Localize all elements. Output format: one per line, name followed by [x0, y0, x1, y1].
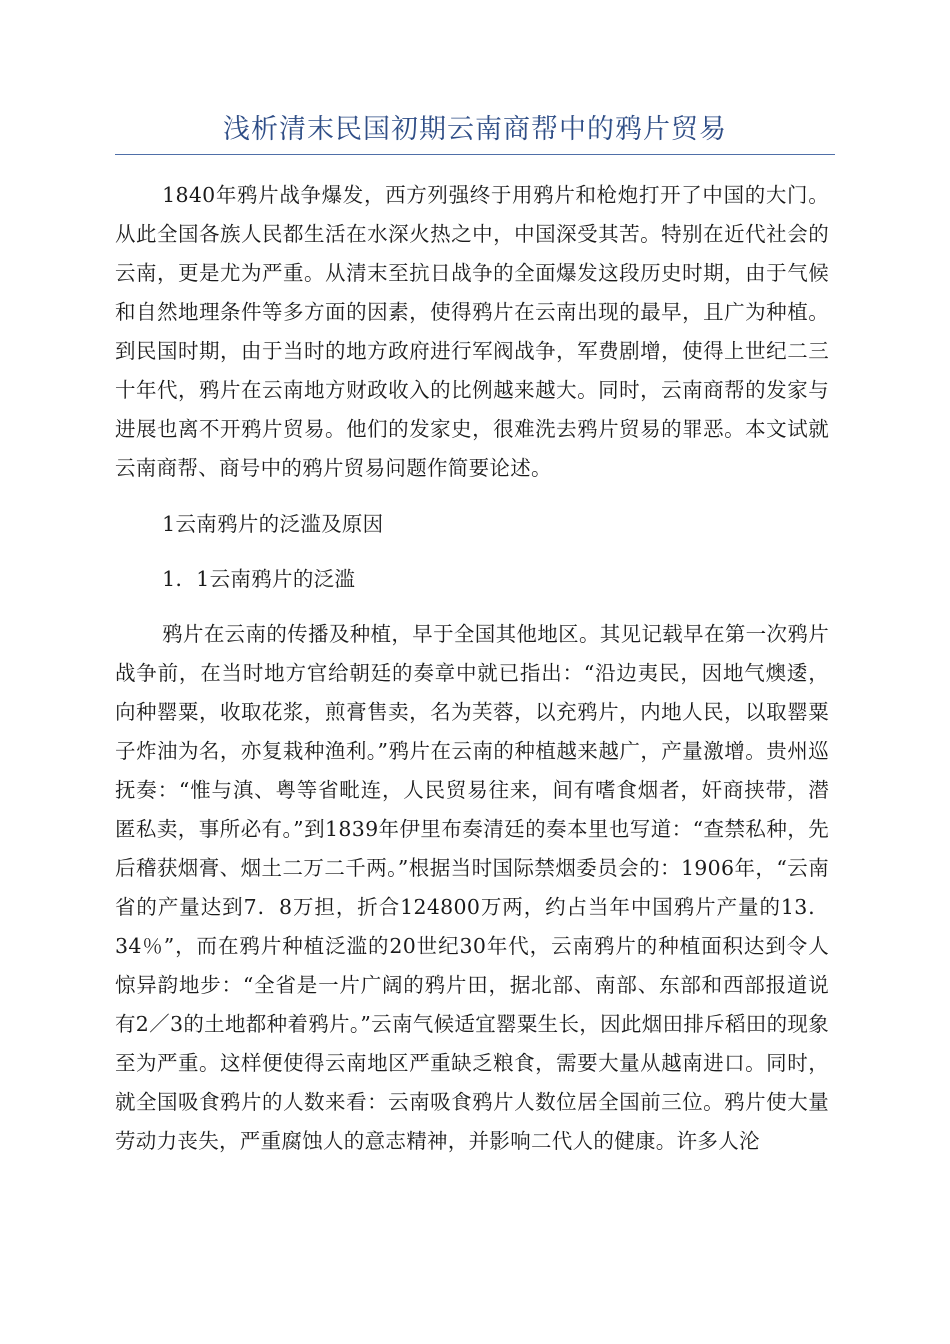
- paragraph-body: 鸦片在云南的传播及种植，早于全国其他地区。其见记载早在第一次鸦片战争前，在当时地方官给朝廷的奏章中就已指出：“沿边夷民，因地气燠逶，向种罂粟，收取花浆，煎膏售卖，名为芙蓉，以充鸦片，内地人民，以取罂粟子炸油为名，亦复栽种渔利。”鸦片在云南的种植越来越广，产量激增。贵州巡抚奏：“惟与滇、粤等省毗连，人民贸易往来，间有嗜食烟者，奸商挟带，潜匿私卖，事所必有。”到1839年伊里布奏清廷的奏本里也写道：“查禁私种，先后稽获烟膏、烟土二万二千两。”根据当时国际禁烟委员会的：1906年，“云南省的产量达到7．8万担，折合124800万两，约占当年中国鸦片产量的13．34％”，而在鸦片种植泛滥的20世纪30年代，云南鸦片的种植面积达到令人惊异韵地步：“全省是一片广阔的鸦片田，据北部、南部、东部和西部报道说有2／3的土地都种着鸦片。”云南气候适宜罂粟生长，因此烟田排斥稻田的现象至为严重。这样便使得云南地区严重缺乏粮食，需要大量从越南进口。同时，就全国吸食鸦片的人数来看：云南吸食鸦片人数位居全国前三位。鸦片使大量劳动力丧失，严重腐蚀人的意志精神，并影响二代人的健康。许多人沦: [115, 622, 829, 1153]
- document-title: 浅析清末民国初期云南商帮中的鸦片贸易: [223, 114, 727, 145]
- section-heading: 1云南鸦片的泛滥及原因: [162, 512, 384, 536]
- paragraph-intro: 1840年鸦片战争爆发，西方列强终于用鸦片和枪炮打开了中国的大门。从此全国各族人民都生活在水深火热之中，中国深受其苦。特别在近代社会的云南，更是尤为严重。从清末至抗日战争的全面爆发这段历史时期，由于气候和自然地理条件等多方面的因素，使得鸦片在云南出现的最早，且广为种植。到民国时期，由于当时的地方政府进行军阀战争，军费剧增，使得上世纪二三十年代，鸦片在云南地方财政收入的比例越来越大。同时，云南商帮的发家与进展也离不开鸦片贸易。他们的发家史，很难洗去鸦片贸易的罪恶。本文试就云南商帮、商号中的鸦片贸易问题作简要论述。: [115, 183, 829, 480]
- subsection-heading: 1．1云南鸦片的泛滥: [162, 567, 356, 591]
- title-underline: [115, 154, 835, 155]
- document-body: [115, 176, 829, 1161]
